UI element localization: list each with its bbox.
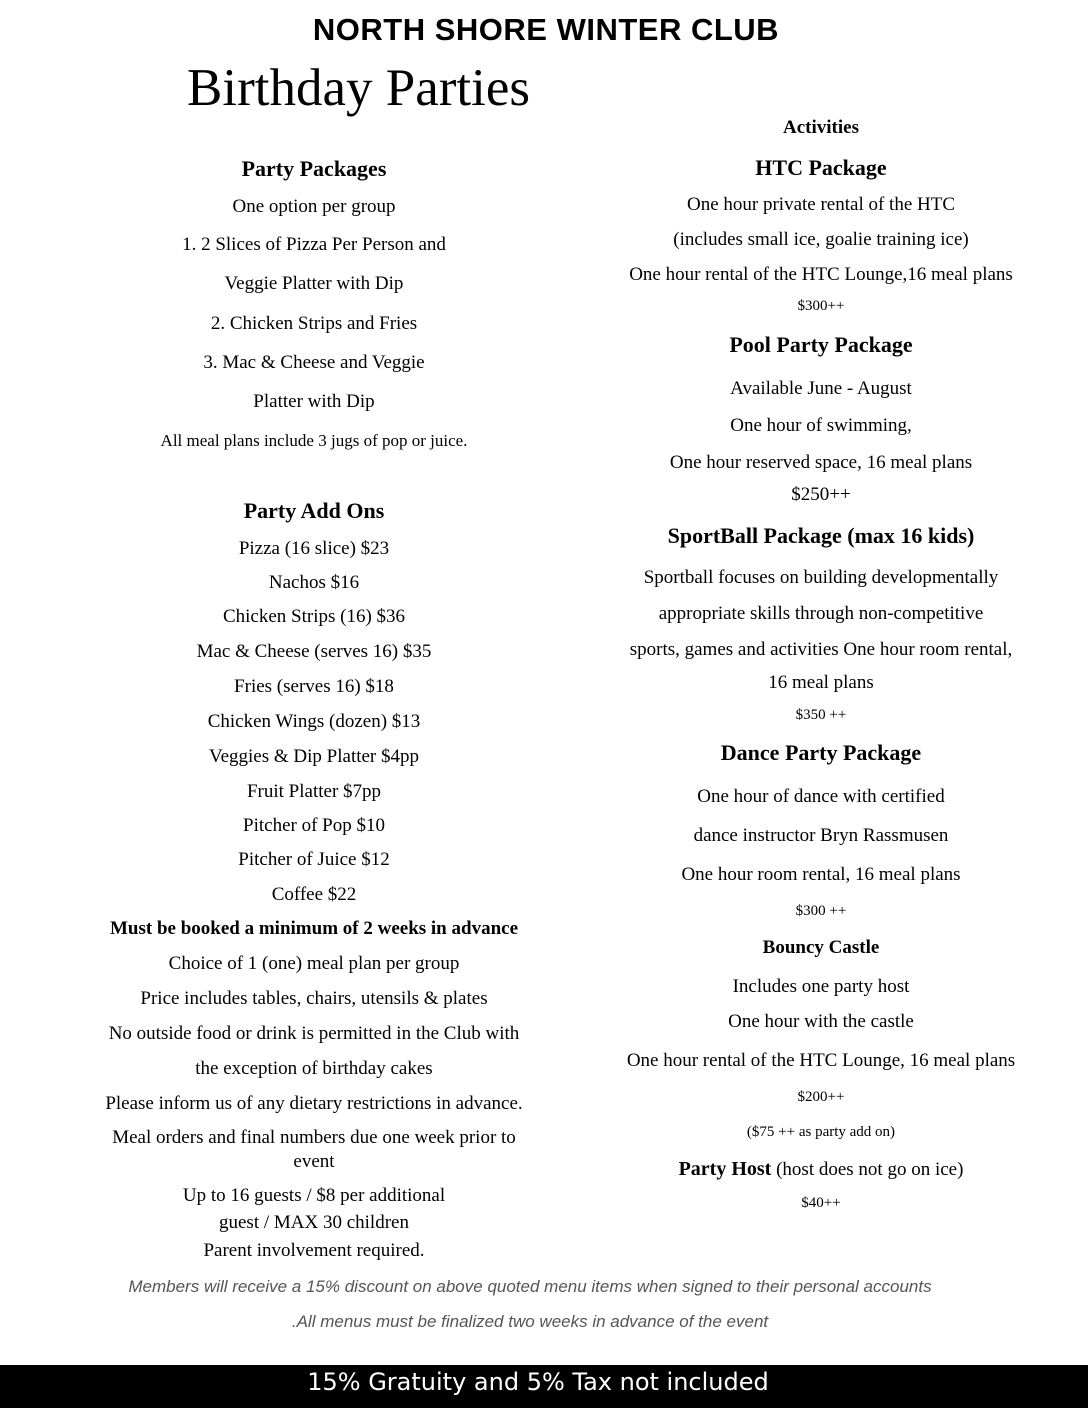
- package-line: Platter with Dip: [253, 391, 375, 412]
- club-name: NORTH SHORE WINTER CLUB: [312, 12, 780, 47]
- footer-banner: [0, 1365, 1088, 1408]
- bouncy-price: $200++: [797, 1089, 845, 1105]
- bouncy-castle-heading: Bouncy Castle: [762, 937, 880, 958]
- htc-line: One hour private rental of the HTC: [686, 194, 956, 215]
- htc-package-heading: HTC Package: [755, 155, 887, 180]
- sportball-price: $350 ++: [795, 707, 847, 723]
- policy-line: No outside food or drink is permitted in the Club with: [108, 1023, 520, 1044]
- sportball-line: 16 meal plans: [768, 672, 874, 693]
- package-line: 1. 2 Slices of Pizza Per Person and: [182, 234, 446, 255]
- party-add-ons-heading: Party Add Ons: [243, 498, 385, 523]
- policy-line: event: [293, 1151, 335, 1172]
- add-on-item: Pitcher of Juice $12: [238, 849, 390, 870]
- pool-price: $250++: [791, 484, 851, 505]
- policy-line: Meal orders and final numbers due one week prior to: [112, 1127, 516, 1148]
- add-on-item: Mac & Cheese (serves 16) $35: [196, 641, 432, 662]
- dance-line: One hour of dance with certified: [697, 786, 945, 807]
- party-packages-heading: Party Packages: [241, 156, 387, 181]
- add-on-item: Chicken Strips (16) $36: [222, 606, 406, 627]
- policy-line: Up to 16 guests / $8 per additional: [182, 1185, 446, 1206]
- package-line: Veggie Platter with Dip: [224, 273, 404, 294]
- policy-line: Please inform us of any dietary restrictions in advance.: [105, 1093, 523, 1114]
- policy-line: the exception of birthday cakes: [195, 1058, 433, 1079]
- party-host-detail: (host does not go on ice): [771, 1159, 964, 1180]
- party-host-heading: Party Host: [678, 1158, 772, 1180]
- package-line: One option per group: [232, 196, 396, 217]
- htc-price: $300++: [797, 298, 845, 314]
- bouncy-line: Includes one party host: [732, 976, 910, 997]
- meal-plans-note: All meal plans include 3 jugs of pop or juice.: [160, 431, 468, 450]
- add-on-item: Pitcher of Pop $10: [243, 815, 385, 836]
- pool-line: One hour of swimming,: [730, 415, 912, 436]
- finalize-note: .All menus must be finalized two weeks in advance of the event: [291, 1312, 769, 1331]
- add-on-item: Chicken Wings (dozen) $13: [207, 711, 421, 732]
- bouncy-line: One hour rental of the HTC Lounge, 16 meal plans: [626, 1050, 1016, 1071]
- htc-line: (includes small ice, goalie training ice): [673, 229, 969, 250]
- sportball-line: sports, games and activities One hour room rental,: [629, 639, 1013, 660]
- policy-line: guest / MAX 30 children: [219, 1212, 409, 1233]
- dance-party-heading: Dance Party Package: [720, 740, 922, 765]
- policy-line: Choice of 1 (one) meal plan per group: [168, 953, 460, 974]
- add-on-item: Coffee $22: [271, 884, 357, 905]
- page-title: Birthday Parties: [187, 59, 530, 117]
- dance-line: One hour room rental, 16 meal plans: [681, 864, 961, 885]
- footer-text: 15% Gratuity and 5% Tax not included: [307, 1368, 769, 1396]
- party-host-line: [571, 1158, 1071, 1181]
- pool-party-heading: Pool Party Package: [729, 332, 913, 357]
- party-host-price: $40++: [801, 1195, 841, 1211]
- add-on-item: Pizza (16 slice) $23: [238, 538, 390, 559]
- package-line: 2. Chicken Strips and Fries: [210, 313, 418, 334]
- discount-note: Members will receive a 15% discount on above quoted menu items when signed to their personal accounts: [128, 1277, 932, 1296]
- sportball-line: appropriate skills through non-competitive: [658, 603, 984, 624]
- bouncy-line: One hour with the castle: [728, 1011, 914, 1032]
- dance-price: $300 ++: [795, 903, 847, 919]
- package-line: 3. Mac & Cheese and Veggie: [203, 352, 425, 373]
- policy-line: Parent involvement required.: [203, 1240, 425, 1261]
- activities-heading: Activities: [783, 117, 859, 138]
- htc-line: One hour rental of the HTC Lounge,16 meal plans: [629, 264, 1013, 285]
- add-on-item: Veggies & Dip Platter $4pp: [208, 746, 420, 767]
- policy-line: Price includes tables, chairs, utensils & plates: [140, 988, 488, 1009]
- dance-line: dance instructor Bryn Rassmusen: [693, 825, 949, 846]
- add-on-item: Fruit Platter $7pp: [246, 781, 382, 802]
- sportball-heading: SportBall Package (max 16 kids): [667, 523, 975, 548]
- booking-notice: Must be booked a minimum of 2 weeks in advance: [110, 918, 518, 939]
- pool-line: Available June - August: [730, 378, 912, 399]
- add-on-item: Fries (serves 16) $18: [234, 676, 394, 697]
- add-on-item: Nachos $16: [268, 572, 360, 593]
- sportball-line: Sportball focuses on building developmentally: [643, 567, 999, 588]
- bouncy-addon-price: ($75 ++ as party add on): [746, 1124, 896, 1140]
- pool-line: One hour reserved space, 16 meal plans: [669, 452, 973, 473]
